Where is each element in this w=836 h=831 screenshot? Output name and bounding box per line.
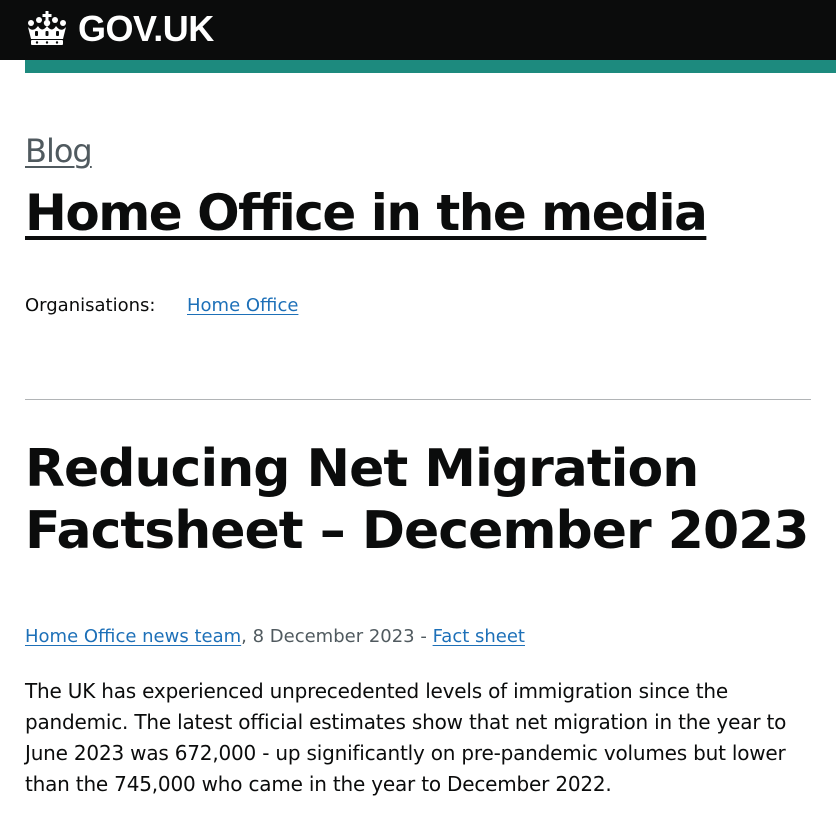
meta-separator: ,: [241, 626, 253, 647]
post-body-paragraph: The UK has experienced unprecedented levels of immigration since the pandemic. The latest official estimates show that net migration in the year to June 2023 was 672,000 - up significantly on pre-pandemic volumes but lower than the 745,000 who came in the year to December 2022.: [25, 679, 787, 796]
post-meta: [25, 624, 525, 650]
organisation-link-home-office[interactable]: Home Office: [187, 295, 299, 316]
organisations-row: [25, 293, 298, 319]
post-title: Reducing Net Migration Factsheet – December 2023: [25, 439, 809, 561]
section-divider: [25, 399, 811, 400]
govuk-logo-text: GOV.UK: [78, 8, 214, 49]
meta-separator: -: [414, 626, 433, 647]
organisations-label: Organisations:: [25, 295, 156, 316]
blog-link[interactable]: Blog: [25, 132, 92, 170]
category-link[interactable]: Fact sheet: [432, 626, 525, 647]
crown-icon: [25, 11, 69, 47]
site-header: [0, 0, 836, 60]
govuk-home-link[interactable]: [25, 9, 214, 49]
accent-bar: [25, 60, 836, 73]
author-link[interactable]: Home Office news team: [25, 626, 242, 647]
post-date: 8 December 2023: [252, 626, 415, 647]
blog-title-link[interactable]: Home Office in the media: [25, 184, 707, 242]
